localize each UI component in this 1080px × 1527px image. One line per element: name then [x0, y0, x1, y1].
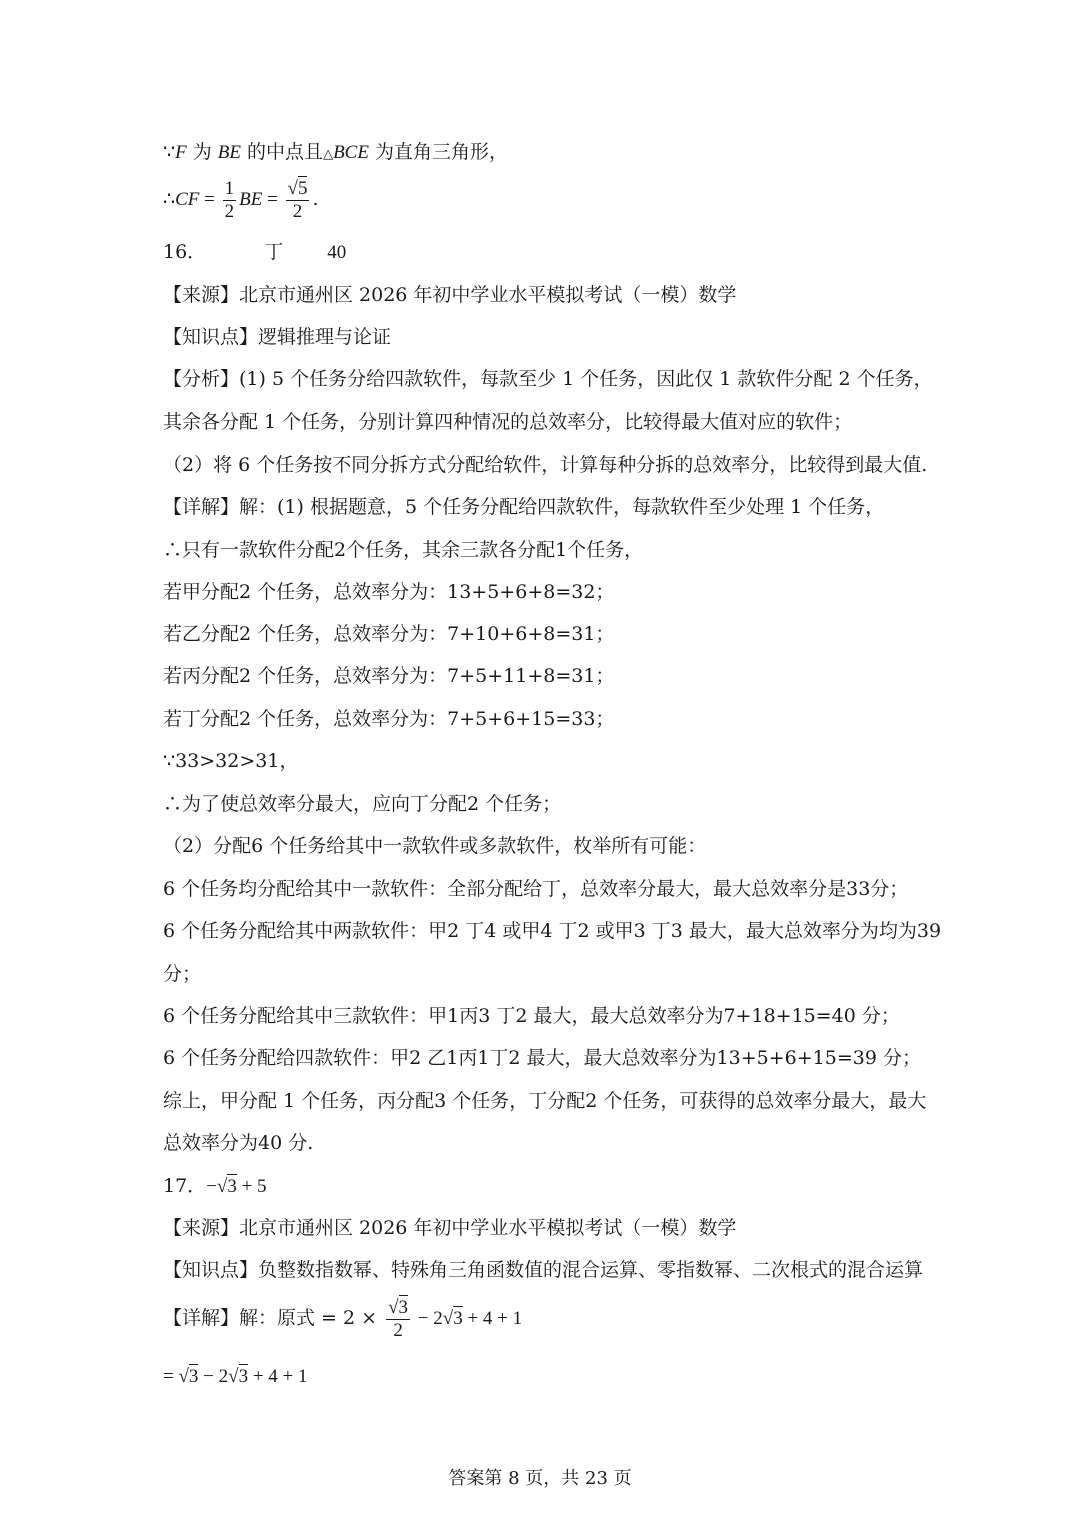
line-1	[163, 140, 508, 167]
fraction-one-half	[223, 178, 237, 223]
numerator: √3	[388, 1296, 409, 1318]
line-2-formula	[163, 176, 319, 223]
text: 的中点且	[241, 141, 324, 163]
q16-source: 【来源】北京市通州区 2026 年初中学业水平模拟考试（一模）数学	[163, 284, 737, 306]
equals: =	[163, 1366, 179, 1387]
q16-detail-6: 若丁分配2 个任务，总效率分为：7+5+6+15=33；	[163, 708, 615, 730]
q16-knowledge: 【知识点】逻辑推理与论证	[163, 326, 392, 348]
var-BE: BE	[217, 142, 242, 163]
denominator: 2	[393, 1319, 403, 1341]
page-footer: 答案第 8 页，共 23 页	[448, 1468, 632, 1489]
q16-analysis-2: 其余各分配 1 个任务，分别计算四种情况的总效率分，比较得最大值对应的软件；	[163, 411, 853, 433]
q16-detail-12: 分；	[163, 963, 202, 985]
radicand: 3	[238, 1366, 249, 1387]
fraction-root3-over-2	[386, 1297, 410, 1342]
q16-detail-7: ∵33>32>31，	[163, 750, 299, 772]
var-BE: BE	[239, 189, 263, 210]
sqrt: √3	[442, 1308, 463, 1329]
q17-detail	[163, 1294, 522, 1343]
text: − 2	[413, 1308, 443, 1329]
question-number: 17．	[163, 1175, 207, 1197]
q16-detail-14: 6 个任务分配给四款软件：甲2 乙1丙1丁2 最大，最大总效率分为13+5+6+15=39 分；	[163, 1047, 921, 1069]
text: + 4 + 1	[248, 1366, 308, 1387]
period: .	[312, 188, 319, 210]
q16-analysis-3: （2）将 6 个任务按不同分拆方式分配给软件，计算每种分拆的总效率分，比较得到最大值.	[163, 454, 928, 476]
q16-analysis-1: 【分析】(1) 5 个任务分给四款软件，每款至少 1 个任务，因此仅 1 款软件分配 2 个任务，	[163, 368, 933, 390]
var-CF: CF	[175, 189, 200, 210]
q16-detail-10: 6 个任务均分配给其中一款软件：全部分配给丁，总效率分最大，最大总效率分是33分；	[163, 878, 909, 900]
denominator: 2	[224, 200, 235, 222]
answer-1: 丁	[264, 241, 284, 263]
q16-detail-5: 若丙分配2 个任务，总效率分为：7+5+11+8=31；	[163, 665, 615, 687]
equals: =	[199, 189, 220, 210]
q17-step	[163, 1364, 308, 1389]
q16-detail-15: 综上，甲分配 1 个任务，丙分配3 个任务，丁分配2 个任务，可获得的总效率分最大，最大	[163, 1090, 927, 1112]
sqrt: √3	[216, 1176, 237, 1197]
radicand: 5	[297, 177, 308, 199]
q16-detail-2: ∴只有一款软件分配2个任务，其余三款各分配1个任务，	[163, 539, 644, 561]
text: 为直角三角形，	[368, 141, 508, 163]
radicand: 3	[227, 1176, 237, 1197]
text: − 2	[198, 1366, 229, 1387]
question-16-answer	[163, 240, 346, 265]
sqrt: √3	[178, 1366, 199, 1387]
q16-detail-11: 6 个任务分配给其中两款软件：甲2 丁4 或甲4 丁2 或甲3 丁3 最大，最大总效率分为均为39	[163, 920, 942, 942]
fraction-root5-over-2	[286, 178, 310, 223]
var-BCE: BCE	[333, 142, 369, 163]
sqrt: √3	[228, 1366, 249, 1387]
radicand: 3	[398, 1296, 409, 1318]
denominator: 2	[292, 200, 303, 222]
question-17-answer	[163, 1174, 267, 1199]
text: 为	[186, 141, 218, 163]
q16-detail-8: ∴为了使总效率分最大，应向丁分配2 个任务；	[163, 793, 562, 815]
radicand: 3	[188, 1366, 199, 1387]
answer-2: 40	[327, 242, 347, 263]
q16-detail-1: 【详解】解：(1) 根据题意，5 个任务分配给四款软件，每款软件至少处理 1 个任务，	[163, 496, 885, 518]
numerator: 1	[224, 177, 235, 199]
therefore-symbol: ∴	[163, 188, 176, 210]
q16-detail-16: 总效率分为40 分.	[163, 1132, 314, 1154]
question-number: 16．	[163, 241, 207, 263]
var-F: F	[175, 142, 187, 163]
equals: =	[262, 189, 283, 210]
q17-source: 【来源】北京市通州区 2026 年初中学业水平模拟考试（一模）数学	[163, 1217, 737, 1239]
detail-prefix: 【详解】解：原式 = 2 ×	[163, 1307, 384, 1329]
text: + 4 + 1	[462, 1308, 523, 1329]
triangle-symbol: △	[323, 147, 334, 162]
numerator: √5	[287, 177, 308, 199]
minus: −	[206, 1176, 217, 1197]
q16-detail-9: （2）分配6 个任务给其中一款软件或多款软件，枚举所有可能：	[163, 835, 707, 857]
because-symbol: ∵	[163, 141, 176, 163]
q17-knowledge: 【知识点】负整数指数幂、特殊角三角函数值的混合运算、零指数幂、二次根式的混合运算	[163, 1259, 924, 1281]
radicand: 3	[453, 1308, 463, 1329]
q16-detail-3: 若甲分配2 个任务，总效率分为：13+5+6+8=32；	[163, 581, 615, 603]
q16-detail-13: 6 个任务分配给其中三款软件：甲1丙3 丁2 最大，最大总效率分为7+18+15=40 分；	[163, 1005, 900, 1027]
rest: + 5	[236, 1176, 267, 1197]
q16-detail-4: 若乙分配2 个任务，总效率分为：7+10+6+8=31；	[163, 623, 615, 645]
